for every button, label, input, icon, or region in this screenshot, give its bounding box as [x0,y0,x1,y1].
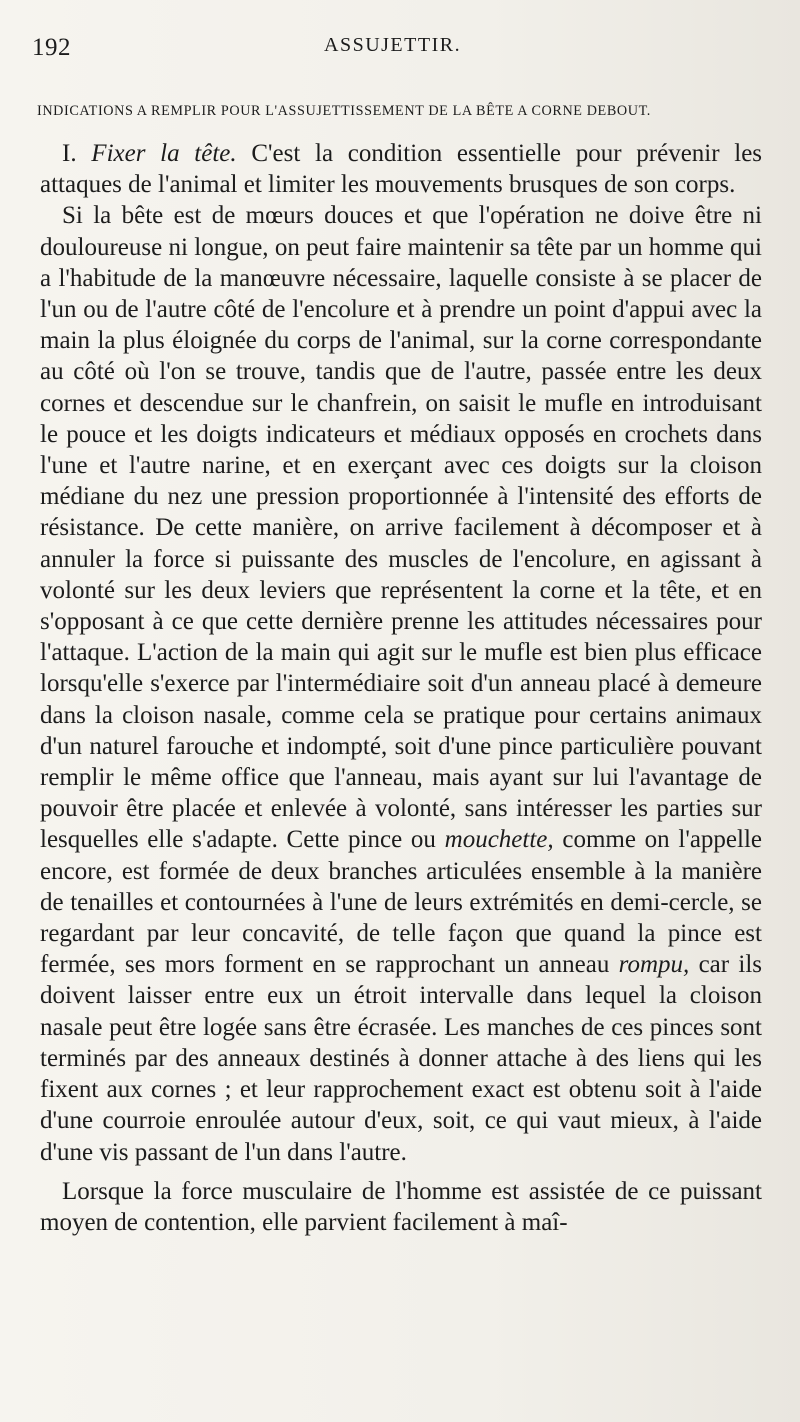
paragraph-2-italic-mouchette: mouchette, [444,826,554,854]
paragraph-1-italic-lead: Fixer la tête. [91,140,237,167]
body-text [40,138,762,1238]
paragraph-3 [40,1176,762,1238]
paragraph-2-italic-rompu: rompu, [618,951,690,979]
section-heading: INDICATIONS A REMPLIR POUR L'ASSUJETTISSEMENT DE LA BÊTE A CORNE DEBOUT. [37,103,651,119]
paragraph-2-part-2: comme on l'appelle encore, est formée de deux branches articulées ensemble à la manière de tenailles et contournées à l'une de leurs extrémités en demi-cercle, se regardant par leur concavité, de telle façon que quand la pince est fermée, ses mors forment en se rapprochant un anneau [40,826,763,979]
page-number: 192 [32,34,71,61]
paragraph-1-label: I. [62,140,77,167]
paragraph-1-text: C'est la condition essentielle pour prévenir les attaques de l'animal et limiter les mouvements brusques de son corps. [40,140,763,199]
paragraph-2-part-1: Si la bête est de mœurs douces et que l'opération ne doive être ni douloureuse ni longue, on peut faire maintenir sa tête par un homme qui a l'habitude de la manœuvre nécessaire, laquelle consiste à se placer de l'un ou de l'autre côté de l'encolure et à prendre un point d'appui avec la main la plus éloignée du corps de l'animal, sur la corne correspondante au côté où l'on se trouve, tandis que de l'autre, passée entre les deux cornes et descendue sur le chanfrein, on saisit le mufle en introduisant le pouce et les doigts indicateurs et médiaux opposés en crochets dans l'une et l'autre narine, et en exerçant avec ces doigts sur la cloison médiane du nez une pression proportionnée à l'intensité des efforts de résistance. De cette manière, on arrive facilement à décomposer et à annuler la force si puissante des muscles de l'encolure, en agissant à volonté sur les deux leviers que représentent la corne et la tête, et en s'opposant à ce que cette dernière prenne les attitudes nécessaires pour l'attaque. L'action de la main qui agit sur le mufle est bien plus efficace lorsqu'elle s'exerce par l'intermédiaire soit d'un anneau placé à demeure dans la cloison nasale, comme cela se pratique pour certains animaux d'un naturel farouche et indompté, soit d'une pince particulière pouvant remplir le même office que l'anneau, mais ayant sur lui l'avantage de pouvoir être placée et enlevée à volonté, sans intéresser les parties sur lesquelles elle s'adapte. Cette pince ou [40,202,762,854]
page-header [32,34,762,70]
running-title: ASSUJETTIR. [324,34,462,56]
paragraph-2-part-3: car ils doivent laisser entre eux un étroit intervalle dans lequel la cloison nasale peut être logée sans être écrasée. Les manches de ces pinces sont terminés par des anneaux destinés à donner attache à des liens qui les fixent aux cornes ; et leur rapprochement exact est obtenu soit à l'aide d'une courroie enroulée autour d'eux, soit, ce qui vaut mieux, à l'aide d'une vis passant de l'un dans l'autre. [40,951,763,1166]
paragraph-2 [40,200,762,1167]
paragraph-3-text: Lorsque la force musculaire de l'homme est assistée de ce puissant moyen de contention, elle parvient facilement à maî- [40,1177,762,1236]
paragraph-1 [40,138,762,200]
